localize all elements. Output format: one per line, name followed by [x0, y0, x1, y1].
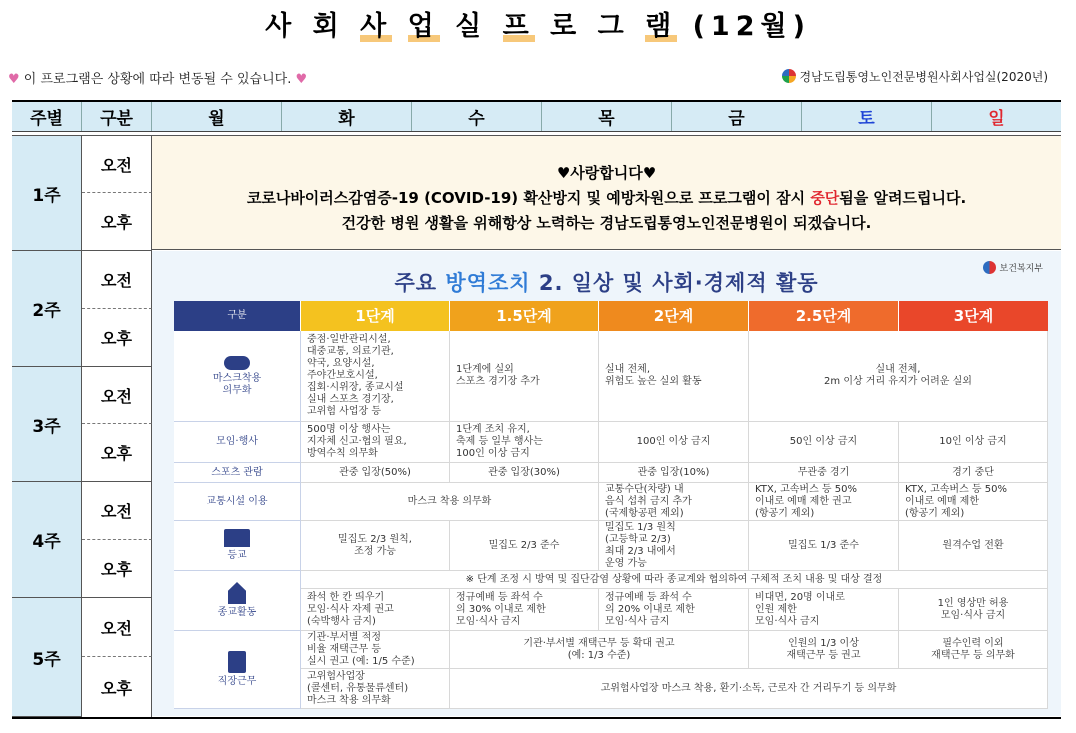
- message-text: 코로나바이러스감염증-19 (COVID-19) 확산방지 및 예방차원으로 프로그램이 잠시: [246, 189, 811, 207]
- period-pm: 오후: [82, 309, 152, 367]
- transport-level-2: 교통수단(차량) 내 음식 섭취 금지 추가 (국제항공편 제외): [599, 483, 749, 521]
- message-line-1: ♥사랑합니다♥: [556, 164, 657, 182]
- sports-level-3: 경기 중단: [899, 463, 1048, 483]
- row-label-religion: [174, 571, 301, 631]
- work-highrisk-level-1: 고위험사업장 (콜센터, 유통물류센터) 마스크 착용 의무화: [301, 669, 450, 709]
- work-level-15-2: 기관·부서별 재택근무 등 확대 권고 (예: 1/3 수준): [450, 631, 749, 669]
- week-4: 4주: [12, 482, 82, 598]
- sports-level-2: 관중 입장(10%): [599, 463, 749, 483]
- week-2: 2주: [12, 251, 82, 367]
- row-label-text: 마스크착용 의무화: [212, 372, 262, 396]
- work-level-3: 필수인력 이외 재택근무 등 의무화: [899, 631, 1048, 669]
- org-logo-icon: [782, 69, 796, 83]
- title-char: 로: [550, 11, 583, 42]
- table-header: [12, 100, 1061, 132]
- notice: [8, 68, 307, 87]
- title-char: (12월): [692, 11, 811, 42]
- religion-level-2: 정규예배 등 좌석 수 의 20% 이내로 제한 모임·식사 금지: [599, 589, 749, 631]
- work-level-1: 기관·부서별 적정 비율 재택근무 등 실시 권고 (예: 1/5 수준): [301, 631, 450, 669]
- transport-level-1-15: 마스크 착용 의무화: [301, 483, 599, 521]
- row-label-school: [174, 521, 301, 571]
- header-category: 구분: [82, 102, 152, 131]
- heart-icon: ♥: [8, 72, 20, 87]
- level-3-header: 3단계: [899, 301, 1048, 331]
- week-1: 1주: [12, 136, 82, 251]
- measures-col-header: 구분: [174, 301, 301, 331]
- period-pm: 오후: [82, 424, 152, 482]
- transport-level-3: KTX, 고속버스 등 50% 이내로 예매 제한 (항공기 제외): [899, 483, 1048, 521]
- sports-level-25: 무관중 경기: [749, 463, 899, 483]
- header-tue: 화: [282, 102, 412, 131]
- row-label-text: 직장근무: [217, 676, 257, 687]
- level-15-header: 1.5단계: [450, 301, 599, 331]
- gathering-level-1: 500명 이상 행사는 지자체 신고·협의 필요, 방역수칙 의무화: [301, 422, 450, 463]
- religion-level-15: 정규예배 등 좌석 수 의 30% 이내로 제한 모임·식사 금지: [450, 589, 599, 631]
- organization: [782, 68, 1048, 85]
- government-logo-icon: [983, 261, 996, 274]
- sports-level-15: 관중 입장(30%): [450, 463, 599, 483]
- row-label-mask: [174, 331, 301, 422]
- row-label-text: 종교활동: [217, 607, 257, 618]
- header-thu: 목: [542, 102, 672, 131]
- title-char: 회: [312, 11, 345, 42]
- message-text: 됨을 알려드립니다.: [839, 189, 967, 207]
- level-25-header: 2.5단계: [749, 301, 899, 331]
- title-char: 프: [502, 11, 535, 42]
- notice-text: 이 프로그램은 상황에 따라 변동될 수 있습니다.: [23, 72, 292, 87]
- gathering-level-15: 1단계 조치 유지, 축제 등 일부 행사는 100인 이상 금지: [450, 422, 599, 463]
- school-icon: [224, 529, 250, 547]
- office-building-icon: [228, 651, 246, 673]
- row-label-transport: 교통시설 이용: [174, 483, 301, 521]
- measures-title-text: 주요: [394, 271, 446, 295]
- message-line-3: 건강한 병원 생활을 위해항상 노력하는 경남도립통영노인전문병원이 되겠습니다.: [341, 214, 872, 232]
- ministry-name: 보건복지부: [999, 264, 1043, 274]
- gathering-level-3: 10인 이상 금지: [899, 422, 1048, 463]
- header-mon: 월: [152, 102, 282, 131]
- period-am: 오전: [82, 136, 152, 193]
- row-label-text: 등교: [227, 550, 247, 561]
- week-5: 5주: [12, 598, 82, 717]
- row-label-gathering: 모임·행사: [174, 422, 301, 463]
- period-pm: 오후: [82, 657, 152, 717]
- measures-title-text: 2. 일상 및 사회·경제적 활동: [530, 271, 819, 295]
- measures-title: [152, 267, 1061, 297]
- school-level-2: 밀집도 1/3 원칙 (고등학교 2/3) 최대 2/3 내에서 운영 가능: [599, 521, 749, 571]
- gathering-level-25: 50인 이상 금지: [749, 422, 899, 463]
- period-pm: 오후: [82, 193, 152, 251]
- religion-note: ※ 단계 조정 시 방역 및 집단감염 상황에 따라 종교계와 협의하여 구체적 조치 내용 및 대상 결정: [301, 571, 1048, 589]
- school-level-15: 밀집도 2/3 준수: [450, 521, 599, 571]
- title-char: 램: [645, 11, 678, 42]
- religion-level-25: 비대면, 20명 이내로 인원 제한 모임·식사 금지: [749, 589, 899, 631]
- mask-level-1: 중점·일반관리시설, 대중교통, 의료기관, 약국, 요양시설, 주야간보호시설, 집회·시위장, 종교시설 실내 스포츠 경기장, 고위험 사업장 등: [301, 331, 450, 422]
- notice-row: [8, 68, 1068, 88]
- schedule-table: [12, 100, 1061, 136]
- level-2-header: 2단계: [599, 301, 749, 331]
- message-line-2: [152, 186, 1061, 211]
- table-bottom-border: [12, 717, 1061, 719]
- level-1-header: 1단계: [301, 301, 450, 331]
- gathering-level-2: 100인 이상 금지: [599, 422, 749, 463]
- header-sat: 토: [802, 102, 932, 131]
- school-level-25: 밀집도 1/3 준수: [749, 521, 899, 571]
- mask-level-25-3: 실내 전체, 2m 이상 거리 유지가 어려운 실외: [749, 331, 1048, 422]
- mask-level-15: 1단계에 실외 스포츠 경기장 추가: [450, 331, 599, 422]
- church-icon: [228, 582, 246, 604]
- work-level-25: 인원의 1/3 이상 재택근무 등 권고: [749, 631, 899, 669]
- mask-level-2: 실내 전체, 위험도 높은 실외 활동: [599, 331, 749, 422]
- mask-icon: [224, 356, 250, 370]
- week-3: 3주: [12, 367, 82, 482]
- covid-measures-image: [152, 251, 1061, 716]
- title-char: 사: [265, 11, 298, 42]
- row-label-sports: 스포츠 관람: [174, 463, 301, 483]
- header-sun: 일: [988, 109, 1005, 129]
- heart-icon: ♥: [295, 72, 308, 87]
- header-week: 주별: [12, 102, 82, 131]
- religion-level-3: 1인 영상만 허용 모임·식사 금지: [899, 589, 1048, 631]
- sports-level-1: 관중 입장(50%): [301, 463, 450, 483]
- period-pm: 오후: [82, 540, 152, 598]
- row-label-work: [174, 631, 301, 709]
- measures-title-highlight: 방역조치: [445, 271, 531, 295]
- period-am: 오전: [82, 367, 152, 424]
- period-am: 오전: [82, 251, 152, 309]
- header-wed: 수: [412, 102, 542, 131]
- org-name: 경남도립통영노인전문병원사회사업실(2020년): [799, 70, 1048, 84]
- week1-message: [152, 136, 1061, 250]
- measures-table: [174, 301, 1048, 709]
- work-highrisk-rest: 고위험사업장 마스크 착용, 환기·소독, 근로자 간 거리두기 등 의무화: [450, 669, 1048, 709]
- transport-level-25: KTX, 고속버스 등 50% 이내로 예매 제한 권고 (항공기 제외): [749, 483, 899, 521]
- title-char: 실: [455, 11, 488, 42]
- header-fri: 금: [672, 102, 802, 131]
- religion-level-1: 좌석 한 칸 띄우기 모임·식사 자제 권고 (숙박행사 금지): [301, 589, 450, 631]
- period-am: 오전: [82, 482, 152, 540]
- ministry-logo: [983, 261, 1043, 274]
- school-level-1: 밀집도 2/3 원칙, 조정 가능: [301, 521, 450, 571]
- period-am: 오전: [82, 598, 152, 657]
- title-char: 업: [407, 11, 440, 42]
- school-level-3: 원격수업 전환: [899, 521, 1048, 571]
- message-highlight: 중단: [810, 189, 840, 207]
- page-title: [0, 4, 1076, 43]
- title-char: 그: [597, 11, 630, 42]
- title-char: 사: [360, 11, 393, 42]
